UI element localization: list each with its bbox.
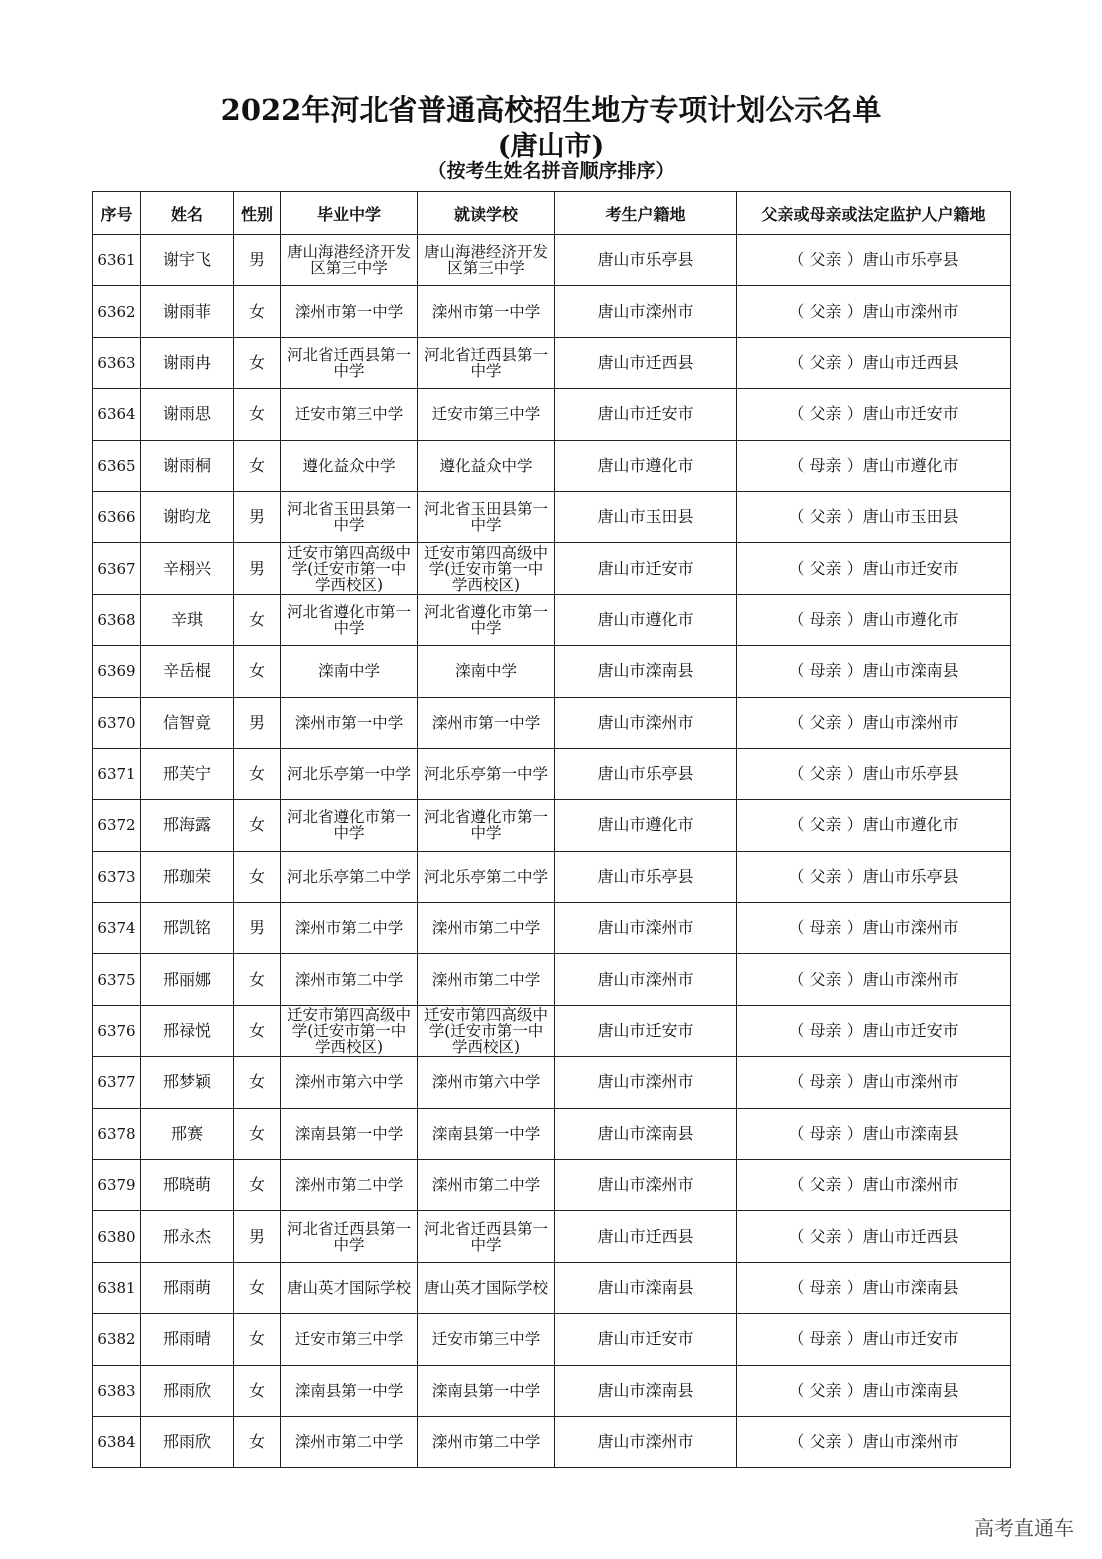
cell-graduation-school: 迁安市第三中学 bbox=[281, 1314, 418, 1365]
cell-name: 谢雨菲 bbox=[141, 286, 234, 337]
cell-name: 邢梦颖 bbox=[141, 1057, 234, 1108]
cell-guardian-hukou: （ 父亲 ）唐山市滦州市 bbox=[737, 697, 1011, 748]
cell-graduation-school: 迁安市第四高级中学(迁安市第一中学西校区) bbox=[281, 543, 418, 594]
cell-gender: 女 bbox=[234, 389, 281, 440]
cell-graduation-school: 唐山海港经济开发区第三中学 bbox=[281, 235, 418, 286]
column-header-gender: 性别 bbox=[234, 192, 281, 235]
cell-hukou: 唐山市滦南县 bbox=[555, 1262, 737, 1313]
cell-current-school: 唐山海港经济开发区第三中学 bbox=[418, 235, 555, 286]
page-subtitle-sort-note: （按考生姓名拼音顺序排序） bbox=[427, 160, 675, 182]
cell-guardian-hukou: （ 母亲 ）唐山市滦州市 bbox=[737, 903, 1011, 954]
cell-guardian-hukou: （ 父亲 ）唐山市迁安市 bbox=[737, 543, 1011, 594]
cell-guardian-hukou: （ 父亲 ）唐山市玉田县 bbox=[737, 491, 1011, 542]
cell-seq: 6372 bbox=[93, 800, 141, 851]
cell-name: 辛琪 bbox=[141, 594, 234, 645]
cell-hukou: 唐山市乐亭县 bbox=[555, 748, 737, 799]
cell-current-school: 迁安市第三中学 bbox=[418, 1314, 555, 1365]
column-header-graduation-school: 毕业中学 bbox=[281, 192, 418, 235]
roster-table bbox=[92, 191, 1011, 1468]
cell-gender: 男 bbox=[234, 491, 281, 542]
table-row bbox=[93, 800, 1011, 851]
cell-graduation-school: 滦南中学 bbox=[281, 646, 418, 697]
column-header-hukou: 考生户籍地 bbox=[555, 192, 737, 235]
cell-current-school: 滦州市第二中学 bbox=[418, 1160, 555, 1211]
cell-current-school: 滦州市第一中学 bbox=[418, 697, 555, 748]
cell-current-school: 滦州市第二中学 bbox=[418, 954, 555, 1005]
cell-gender: 男 bbox=[234, 697, 281, 748]
cell-gender: 女 bbox=[234, 286, 281, 337]
cell-seq: 6380 bbox=[93, 1211, 141, 1262]
cell-gender: 女 bbox=[234, 440, 281, 491]
cell-name: 邢丽娜 bbox=[141, 954, 234, 1005]
cell-seq: 6378 bbox=[93, 1108, 141, 1159]
cell-name: 邢赛 bbox=[141, 1108, 234, 1159]
cell-seq: 6381 bbox=[93, 1262, 141, 1313]
cell-graduation-school: 滦州市第二中学 bbox=[281, 954, 418, 1005]
column-header-current-school: 就读学校 bbox=[418, 192, 555, 235]
cell-name: 邢凯铭 bbox=[141, 903, 234, 954]
cell-seq: 6367 bbox=[93, 543, 141, 594]
cell-guardian-hukou: （ 父亲 ）唐山市迁西县 bbox=[737, 337, 1011, 388]
cell-gender: 男 bbox=[234, 235, 281, 286]
cell-graduation-school: 滦州市第一中学 bbox=[281, 286, 418, 337]
cell-hukou: 唐山市滦州市 bbox=[555, 903, 737, 954]
cell-gender: 女 bbox=[234, 337, 281, 388]
cell-name: 邢芙宁 bbox=[141, 748, 234, 799]
cell-hukou: 唐山市滦州市 bbox=[555, 954, 737, 1005]
cell-graduation-school: 河北省遵化市第一中学 bbox=[281, 800, 418, 851]
cell-seq: 6366 bbox=[93, 491, 141, 542]
cell-gender: 女 bbox=[234, 1057, 281, 1108]
table-row bbox=[93, 1160, 1011, 1211]
cell-gender: 女 bbox=[234, 800, 281, 851]
cell-guardian-hukou: （ 母亲 ）唐山市遵化市 bbox=[737, 594, 1011, 645]
cell-hukou: 唐山市迁安市 bbox=[555, 543, 737, 594]
cell-graduation-school: 河北省迁西县第一中学 bbox=[281, 1211, 418, 1262]
cell-gender: 女 bbox=[234, 594, 281, 645]
table-row bbox=[93, 337, 1011, 388]
cell-graduation-school: 滦州市第六中学 bbox=[281, 1057, 418, 1108]
cell-name: 谢雨冉 bbox=[141, 337, 234, 388]
cell-current-school: 河北省遵化市第一中学 bbox=[418, 594, 555, 645]
table-row bbox=[93, 1262, 1011, 1313]
watermark: 高考直通车 bbox=[974, 1516, 1074, 1540]
cell-graduation-school: 滦州市第二中学 bbox=[281, 903, 418, 954]
cell-gender: 男 bbox=[234, 1211, 281, 1262]
column-header-name: 姓名 bbox=[141, 192, 234, 235]
cell-guardian-hukou: （ 母亲 ）唐山市滦南县 bbox=[737, 1108, 1011, 1159]
cell-hukou: 唐山市迁西县 bbox=[555, 337, 737, 388]
table-row bbox=[93, 1108, 1011, 1159]
cell-seq: 6371 bbox=[93, 748, 141, 799]
cell-graduation-school: 河北省玉田县第一中学 bbox=[281, 491, 418, 542]
table-header-row bbox=[93, 192, 1011, 235]
cell-current-school: 河北乐亭第二中学 bbox=[418, 851, 555, 902]
cell-gender: 女 bbox=[234, 1262, 281, 1313]
cell-current-school: 迁安市第三中学 bbox=[418, 389, 555, 440]
cell-current-school: 河北省迁西县第一中学 bbox=[418, 1211, 555, 1262]
cell-guardian-hukou: （ 母亲 ）唐山市滦州市 bbox=[737, 1057, 1011, 1108]
cell-current-school: 河北乐亭第一中学 bbox=[418, 748, 555, 799]
cell-hukou: 唐山市滦州市 bbox=[555, 1160, 737, 1211]
cell-current-school: 唐山英才国际学校 bbox=[418, 1262, 555, 1313]
cell-guardian-hukou: （ 父亲 ）唐山市迁西县 bbox=[737, 1211, 1011, 1262]
cell-guardian-hukou: （ 母亲 ）唐山市迁安市 bbox=[737, 1005, 1011, 1056]
cell-seq: 6383 bbox=[93, 1365, 141, 1416]
cell-gender: 男 bbox=[234, 543, 281, 594]
table-row bbox=[93, 1057, 1011, 1108]
cell-seq: 6375 bbox=[93, 954, 141, 1005]
cell-graduation-school: 滦州市第二中学 bbox=[281, 1416, 418, 1467]
cell-guardian-hukou: （ 母亲 ）唐山市遵化市 bbox=[737, 440, 1011, 491]
cell-current-school: 迁安市第四高级中学(迁安市第一中学西校区) bbox=[418, 543, 555, 594]
cell-name: 邢珈荣 bbox=[141, 851, 234, 902]
cell-seq: 6376 bbox=[93, 1005, 141, 1056]
table-row bbox=[93, 440, 1011, 491]
cell-guardian-hukou: （ 父亲 ）唐山市乐亭县 bbox=[737, 235, 1011, 286]
cell-seq: 6374 bbox=[93, 903, 141, 954]
page-title: 2022年河北省普通高校招生地方专项计划公示名单 bbox=[220, 93, 882, 127]
table-body bbox=[93, 235, 1011, 1468]
cell-gender: 女 bbox=[234, 1160, 281, 1211]
cell-graduation-school: 唐山英才国际学校 bbox=[281, 1262, 418, 1313]
cell-hukou: 唐山市玉田县 bbox=[555, 491, 737, 542]
cell-guardian-hukou: （ 父亲 ）唐山市乐亭县 bbox=[737, 851, 1011, 902]
cell-guardian-hukou: （ 父亲 ）唐山市滦南县 bbox=[737, 1365, 1011, 1416]
cell-name: 邢雨萌 bbox=[141, 1262, 234, 1313]
table-row bbox=[93, 235, 1011, 286]
cell-seq: 6364 bbox=[93, 389, 141, 440]
table-row bbox=[93, 697, 1011, 748]
cell-graduation-school: 滦南县第一中学 bbox=[281, 1108, 418, 1159]
table-row bbox=[93, 748, 1011, 799]
cell-hukou: 唐山市迁西县 bbox=[555, 1211, 737, 1262]
column-header-seq: 序号 bbox=[93, 192, 141, 235]
cell-hukou: 唐山市遵化市 bbox=[555, 594, 737, 645]
cell-name: 邢晓萌 bbox=[141, 1160, 234, 1211]
table-row bbox=[93, 646, 1011, 697]
table-row bbox=[93, 543, 1011, 594]
cell-name: 辛栩兴 bbox=[141, 543, 234, 594]
table-row bbox=[93, 903, 1011, 954]
cell-current-school: 滦南中学 bbox=[418, 646, 555, 697]
cell-name: 邢雨欣 bbox=[141, 1365, 234, 1416]
cell-seq: 6373 bbox=[93, 851, 141, 902]
cell-guardian-hukou: （ 父亲 ）唐山市滦州市 bbox=[737, 1160, 1011, 1211]
cell-graduation-school: 遵化益众中学 bbox=[281, 440, 418, 491]
cell-current-school: 滦南县第一中学 bbox=[418, 1365, 555, 1416]
cell-name: 谢宇飞 bbox=[141, 235, 234, 286]
cell-seq: 6363 bbox=[93, 337, 141, 388]
cell-name: 邢永杰 bbox=[141, 1211, 234, 1262]
cell-guardian-hukou: （ 父亲 ）唐山市乐亭县 bbox=[737, 748, 1011, 799]
cell-gender: 女 bbox=[234, 1108, 281, 1159]
cell-guardian-hukou: （ 父亲 ）唐山市滦州市 bbox=[737, 286, 1011, 337]
cell-guardian-hukou: （ 母亲 ）唐山市迁安市 bbox=[737, 1314, 1011, 1365]
cell-name: 谢昀龙 bbox=[141, 491, 234, 542]
cell-seq: 6370 bbox=[93, 697, 141, 748]
cell-current-school: 河北省玉田县第一中学 bbox=[418, 491, 555, 542]
cell-seq: 6362 bbox=[93, 286, 141, 337]
page-subtitle-city: (唐山市) bbox=[497, 131, 605, 162]
cell-gender: 女 bbox=[234, 1005, 281, 1056]
cell-current-school: 滦南县第一中学 bbox=[418, 1108, 555, 1159]
cell-hukou: 唐山市乐亭县 bbox=[555, 235, 737, 286]
cell-guardian-hukou: （ 父亲 ）唐山市遵化市 bbox=[737, 800, 1011, 851]
cell-name: 信智竟 bbox=[141, 697, 234, 748]
cell-name: 邢海露 bbox=[141, 800, 234, 851]
cell-hukou: 唐山市滦州市 bbox=[555, 697, 737, 748]
cell-gender: 女 bbox=[234, 1416, 281, 1467]
cell-hukou: 唐山市滦州市 bbox=[555, 1416, 737, 1467]
cell-name: 谢雨桐 bbox=[141, 440, 234, 491]
cell-graduation-school: 河北乐亭第二中学 bbox=[281, 851, 418, 902]
table-row bbox=[93, 1211, 1011, 1262]
cell-gender: 女 bbox=[234, 1314, 281, 1365]
cell-name: 邢禄悦 bbox=[141, 1005, 234, 1056]
cell-seq: 6361 bbox=[93, 235, 141, 286]
cell-seq: 6382 bbox=[93, 1314, 141, 1365]
cell-hukou: 唐山市滦州市 bbox=[555, 286, 737, 337]
cell-hukou: 唐山市滦南县 bbox=[555, 646, 737, 697]
cell-name: 邢雨欣 bbox=[141, 1416, 234, 1467]
cell-seq: 6377 bbox=[93, 1057, 141, 1108]
cell-current-school: 河北省迁西县第一中学 bbox=[418, 337, 555, 388]
cell-hukou: 唐山市遵化市 bbox=[555, 440, 737, 491]
cell-seq: 6368 bbox=[93, 594, 141, 645]
cell-graduation-school: 河北省迁西县第一中学 bbox=[281, 337, 418, 388]
cell-current-school: 滦州市第六中学 bbox=[418, 1057, 555, 1108]
cell-current-school: 遵化益众中学 bbox=[418, 440, 555, 491]
cell-hukou: 唐山市迁安市 bbox=[555, 1314, 737, 1365]
cell-graduation-school: 迁安市第四高级中学(迁安市第一中学西校区) bbox=[281, 1005, 418, 1056]
cell-graduation-school: 滦南县第一中学 bbox=[281, 1365, 418, 1416]
cell-seq: 6369 bbox=[93, 646, 141, 697]
cell-gender: 女 bbox=[234, 1365, 281, 1416]
cell-current-school: 滦州市第二中学 bbox=[418, 1416, 555, 1467]
cell-graduation-school: 滦州市第一中学 bbox=[281, 697, 418, 748]
cell-name: 辛岳棍 bbox=[141, 646, 234, 697]
cell-guardian-hukou: （ 母亲 ）唐山市滦南县 bbox=[737, 646, 1011, 697]
cell-gender: 男 bbox=[234, 903, 281, 954]
table-row bbox=[93, 491, 1011, 542]
table-row bbox=[93, 594, 1011, 645]
cell-guardian-hukou: （ 父亲 ）唐山市滦州市 bbox=[737, 954, 1011, 1005]
cell-hukou: 唐山市滦州市 bbox=[555, 1057, 737, 1108]
table-row bbox=[93, 1314, 1011, 1365]
cell-hukou: 唐山市遵化市 bbox=[555, 800, 737, 851]
cell-graduation-school: 滦州市第二中学 bbox=[281, 1160, 418, 1211]
cell-current-school: 迁安市第四高级中学(迁安市第一中学西校区) bbox=[418, 1005, 555, 1056]
column-header-guardian-hukou: 父亲或母亲或法定监护人户籍地 bbox=[737, 192, 1011, 235]
cell-name: 谢雨思 bbox=[141, 389, 234, 440]
cell-graduation-school: 河北乐亭第一中学 bbox=[281, 748, 418, 799]
cell-seq: 6384 bbox=[93, 1416, 141, 1467]
table-row bbox=[93, 1365, 1011, 1416]
cell-hukou: 唐山市滦南县 bbox=[555, 1365, 737, 1416]
cell-gender: 女 bbox=[234, 954, 281, 1005]
cell-guardian-hukou: （ 母亲 ）唐山市滦南县 bbox=[737, 1262, 1011, 1313]
cell-gender: 女 bbox=[234, 646, 281, 697]
cell-hukou: 唐山市乐亭县 bbox=[555, 851, 737, 902]
table-row bbox=[93, 851, 1011, 902]
cell-graduation-school: 迁安市第三中学 bbox=[281, 389, 418, 440]
cell-hukou: 唐山市迁安市 bbox=[555, 1005, 737, 1056]
table-row bbox=[93, 1005, 1011, 1056]
cell-current-school: 滦州市第一中学 bbox=[418, 286, 555, 337]
cell-gender: 女 bbox=[234, 748, 281, 799]
table-row bbox=[93, 286, 1011, 337]
table-row bbox=[93, 389, 1011, 440]
cell-current-school: 滦州市第二中学 bbox=[418, 903, 555, 954]
cell-hukou: 唐山市滦南县 bbox=[555, 1108, 737, 1159]
cell-hukou: 唐山市迁安市 bbox=[555, 389, 737, 440]
table-row bbox=[93, 1416, 1011, 1467]
cell-current-school: 河北省遵化市第一中学 bbox=[418, 800, 555, 851]
cell-guardian-hukou: （ 父亲 ）唐山市滦州市 bbox=[737, 1416, 1011, 1467]
cell-graduation-school: 河北省遵化市第一中学 bbox=[281, 594, 418, 645]
cell-name: 邢雨晴 bbox=[141, 1314, 234, 1365]
cell-seq: 6365 bbox=[93, 440, 141, 491]
cell-gender: 女 bbox=[234, 851, 281, 902]
cell-guardian-hukou: （ 父亲 ）唐山市迁安市 bbox=[737, 389, 1011, 440]
table-row bbox=[93, 954, 1011, 1005]
cell-seq: 6379 bbox=[93, 1160, 141, 1211]
